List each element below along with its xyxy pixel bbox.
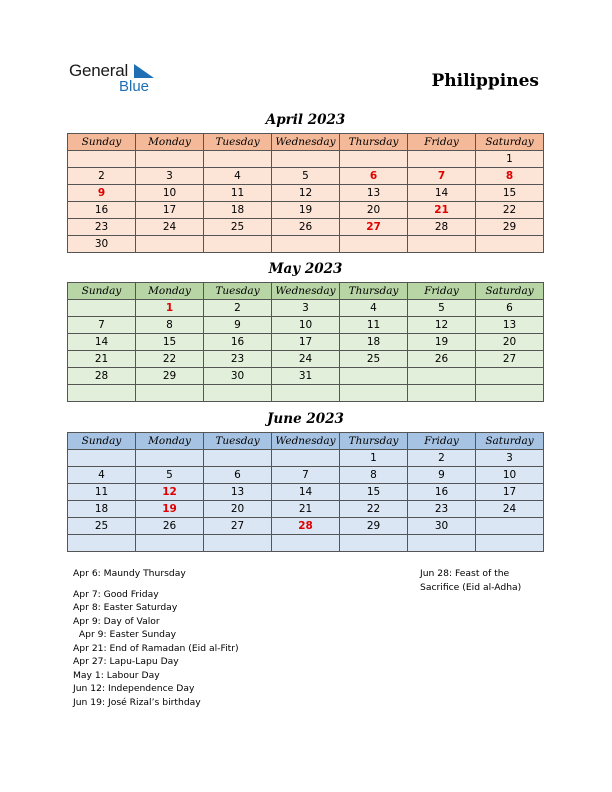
day-cell [136,535,204,552]
week-row [68,518,544,535]
holiday-note: Apr 9: Day of Valor [73,615,160,627]
month-title: June 2023 [267,411,344,427]
week-row [68,535,544,552]
weekday-header: Monday [136,134,204,151]
weekday-header: Monday [136,283,204,300]
day-cell: 4 [68,467,136,484]
day-cell: 8 [136,317,204,334]
day-cell: 12 [272,185,340,202]
day-cell [340,151,408,168]
week-row [68,450,544,467]
day-cell: 21 [68,351,136,368]
day-cell [340,236,408,253]
day-cell: 4 [340,300,408,317]
week-row [68,368,544,385]
day-cell: 9 [408,467,476,484]
day-cell: 6 [476,300,544,317]
week-row [68,202,544,219]
day-cell: 26 [272,219,340,236]
weekday-header-row [68,283,544,300]
day-cell: 10 [476,467,544,484]
day-cell: 29 [340,518,408,535]
day-cell: 16 [408,484,476,501]
holiday-note: Sacrifice (Eid al-Adha) [420,581,522,593]
day-cell: 11 [204,185,272,202]
week-row [68,317,544,334]
weekday-header: Sunday [68,283,136,300]
month-calendar-table [67,432,544,552]
day-cell [68,385,136,402]
weekday-header: Saturday [476,433,544,450]
holiday-day-cell: 19 [136,501,204,518]
weekday-header-row [68,433,544,450]
holiday-day-cell: 7 [408,168,476,185]
weekday-header: Saturday [476,134,544,151]
day-cell: 28 [408,219,476,236]
logo-triangle-icon [134,64,154,78]
holiday-note: Jun 19: José Rizal’s birthday [73,696,201,708]
day-cell [272,236,340,253]
day-cell: 21 [272,501,340,518]
weekday-header: Sunday [68,433,136,450]
day-cell: 18 [340,334,408,351]
holiday-day-cell: 27 [340,219,408,236]
day-cell [204,151,272,168]
day-cell: 1 [340,450,408,467]
holiday-day-cell: 1 [136,300,204,317]
day-cell [476,518,544,535]
holiday-day-cell: 28 [272,518,340,535]
day-cell [272,535,340,552]
day-cell [476,368,544,385]
weekday-header: Thursday [340,134,408,151]
holiday-note: Apr 6: Maundy Thursday [73,568,186,579]
weekday-header: Sunday [68,134,136,151]
day-cell: 17 [272,334,340,351]
weekday-header: Friday [408,134,476,151]
day-cell: 7 [68,317,136,334]
day-cell: 7 [272,467,340,484]
day-cell: 23 [204,351,272,368]
day-cell [68,300,136,317]
week-row [68,385,544,402]
day-cell: 3 [476,450,544,467]
weekday-header-row [68,134,544,151]
day-cell: 25 [204,219,272,236]
holiday-notes-left [73,567,239,709]
day-cell: 5 [408,300,476,317]
day-cell: 23 [408,501,476,518]
day-cell [476,236,544,253]
day-cell: 15 [136,334,204,351]
day-cell: 24 [476,501,544,518]
day-cell: 19 [272,202,340,219]
day-cell [408,385,476,402]
holiday-day-cell: 8 [476,168,544,185]
day-cell: 5 [272,168,340,185]
day-cell: 29 [136,368,204,385]
holiday-note: Apr 9: Easter Sunday [73,629,177,640]
week-row [68,334,544,351]
day-cell: 14 [272,484,340,501]
holiday-note: May 1: Labour Day [73,669,160,681]
day-cell: 30 [408,518,476,535]
day-cell [68,151,136,168]
day-cell [408,151,476,168]
day-cell: 22 [476,202,544,219]
day-cell: 5 [136,467,204,484]
weekday-header: Wednesday [272,433,340,450]
day-cell: 25 [340,351,408,368]
day-cell: 24 [272,351,340,368]
day-cell: 20 [204,501,272,518]
weekday-header: Tuesday [204,283,272,300]
holiday-note: Jun 12: Independence Day [73,683,195,694]
day-cell: 13 [476,317,544,334]
day-cell: 14 [408,185,476,202]
day-cell: 22 [340,501,408,518]
holiday-note: Jun 28: Feast of the [420,568,510,579]
day-cell: 13 [204,484,272,501]
day-cell: 22 [136,351,204,368]
day-cell [136,450,204,467]
week-row [68,300,544,317]
weekday-header: Thursday [340,433,408,450]
day-cell: 2 [204,300,272,317]
day-cell [340,368,408,385]
day-cell [136,385,204,402]
day-cell: 6 [204,467,272,484]
day-cell: 30 [204,368,272,385]
day-cell: 2 [68,168,136,185]
day-cell [68,535,136,552]
day-cell: 1 [476,151,544,168]
logo-text-blue: Blue [119,78,150,95]
day-cell: 26 [136,518,204,535]
day-cell: 30 [68,236,136,253]
day-cell: 11 [68,484,136,501]
day-cell [136,236,204,253]
day-cell [272,450,340,467]
holiday-day-cell: 9 [68,185,136,202]
day-cell: 4 [204,168,272,185]
day-cell: 24 [136,219,204,236]
day-cell [340,385,408,402]
holiday-day-cell: 6 [340,168,408,185]
day-cell: 10 [272,317,340,334]
day-cell: 18 [68,501,136,518]
day-cell: 15 [476,185,544,202]
day-cell: 31 [272,368,340,385]
week-row [68,467,544,484]
day-cell: 20 [340,202,408,219]
day-cell: 2 [408,450,476,467]
day-cell: 25 [68,518,136,535]
day-cell [204,450,272,467]
week-row [68,151,544,168]
month-calendar-table [67,282,544,402]
day-cell: 29 [476,219,544,236]
week-row [68,501,544,518]
day-cell: 17 [136,202,204,219]
day-cell [68,450,136,467]
weekday-header: Friday [408,433,476,450]
weekday-header: Wednesday [272,283,340,300]
day-cell: 17 [476,484,544,501]
week-row [68,484,544,501]
month-title: April 2023 [265,112,346,128]
weekday-header: Monday [136,433,204,450]
day-cell: 3 [272,300,340,317]
weekday-header: Friday [408,283,476,300]
week-row [68,236,544,253]
holiday-note: Apr 7: Good Friday [73,588,159,600]
month-calendar-table [67,133,544,253]
day-cell [340,535,408,552]
day-cell: 10 [136,185,204,202]
day-cell: 13 [340,185,408,202]
day-cell: 28 [68,368,136,385]
day-cell: 16 [204,334,272,351]
day-cell: 27 [476,351,544,368]
holiday-note [73,581,239,588]
week-row [68,219,544,236]
holiday-day-cell: 21 [408,202,476,219]
week-row [68,351,544,368]
day-cell: 14 [68,334,136,351]
day-cell: 27 [204,518,272,535]
day-cell: 9 [204,317,272,334]
day-cell [204,385,272,402]
holiday-note: Apr 27: Lapu-Lapu Day [73,656,179,667]
day-cell [476,385,544,402]
brand-logo [69,61,150,95]
day-cell [272,385,340,402]
weekday-header: Saturday [476,283,544,300]
country-title: Philippines [431,71,539,91]
holiday-day-cell: 12 [136,484,204,501]
month-title: May 2023 [268,261,343,277]
holiday-note: Apr 8: Easter Saturday [73,602,178,613]
day-cell [136,151,204,168]
weekday-header: Thursday [340,283,408,300]
weekday-header: Wednesday [272,134,340,151]
week-row [68,185,544,202]
day-cell [204,535,272,552]
weekday-header: Tuesday [204,134,272,151]
day-cell: 16 [68,202,136,219]
day-cell: 26 [408,351,476,368]
day-cell [272,151,340,168]
day-cell [408,368,476,385]
day-cell: 3 [136,168,204,185]
day-cell: 8 [340,467,408,484]
day-cell [204,236,272,253]
day-cell: 11 [340,317,408,334]
holiday-note: Apr 21: End of Ramadan (Eid al-Fitr) [73,642,239,654]
day-cell: 18 [204,202,272,219]
day-cell: 20 [476,334,544,351]
day-cell [408,236,476,253]
day-cell [408,535,476,552]
day-cell: 19 [408,334,476,351]
weekday-header: Tuesday [204,433,272,450]
logo-text-general: General [69,61,129,80]
day-cell: 15 [340,484,408,501]
day-cell: 23 [68,219,136,236]
holiday-notes-right [420,567,521,594]
day-cell: 12 [408,317,476,334]
week-row [68,168,544,185]
day-cell [476,535,544,552]
